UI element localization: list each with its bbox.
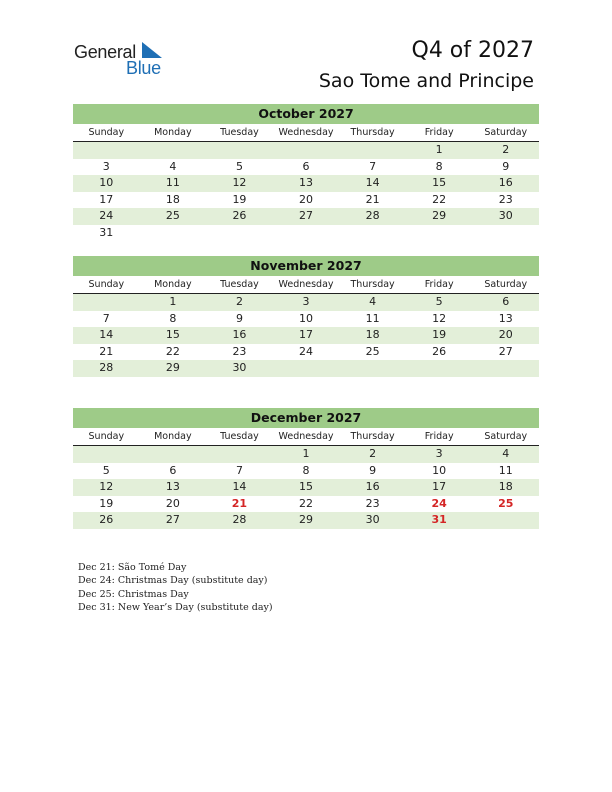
day-cell xyxy=(339,142,406,159)
day-cell: 17 xyxy=(99,192,114,206)
day-cell xyxy=(273,142,340,159)
day-cell: 1 xyxy=(169,295,177,308)
day-cell: 4 xyxy=(502,447,510,460)
day-cell xyxy=(73,294,140,311)
holiday-note: Dec 24: Christmas Day (substitute day) xyxy=(78,575,268,587)
holiday-notes xyxy=(78,561,273,614)
day-cell: 1 xyxy=(435,143,443,156)
month-title: November 2027 xyxy=(73,256,539,276)
day-cell xyxy=(140,446,207,463)
day-cell xyxy=(206,225,273,242)
day-cell: 27 xyxy=(498,344,513,358)
day-cell xyxy=(406,360,473,377)
day-cell: 2 xyxy=(502,143,510,156)
day-cell: 28 xyxy=(365,209,380,222)
day-cell xyxy=(472,360,539,377)
week-row xyxy=(73,294,539,311)
day-cell: 22 xyxy=(299,496,314,510)
day-cell: 9 xyxy=(502,159,510,173)
day-cell: 18 xyxy=(165,192,180,206)
day-cell: 8 xyxy=(435,159,443,173)
day-cell: 2 xyxy=(235,295,243,308)
day-cell: 12 xyxy=(232,176,247,189)
day-cell: 13 xyxy=(165,480,180,493)
weekday-label: Thursday xyxy=(350,127,395,138)
weekday-label: Sunday xyxy=(88,279,125,290)
day-cell: 9 xyxy=(235,311,243,325)
day-cell: 10 xyxy=(432,463,447,477)
logo-text-general: General xyxy=(74,42,136,62)
day-cell: 10 xyxy=(299,311,314,325)
day-cell xyxy=(339,225,406,242)
day-cell: 5 xyxy=(102,463,110,477)
day-cell: 1 xyxy=(302,447,310,460)
month-calendar xyxy=(73,256,539,377)
weekday-label: Sunday xyxy=(88,431,125,442)
day-cell xyxy=(273,360,340,377)
weekday-label: Tuesday xyxy=(220,279,259,290)
month-calendar xyxy=(73,104,539,241)
day-cell: 26 xyxy=(432,344,447,358)
day-cell: 30 xyxy=(365,513,380,526)
day-cell: 21 xyxy=(99,344,114,358)
holiday-day-cell: 25 xyxy=(498,496,514,510)
day-cell: 15 xyxy=(165,328,180,341)
weekday-label: Friday xyxy=(424,279,454,290)
day-cell: 8 xyxy=(169,311,177,325)
weekday-label: Wednesday xyxy=(278,279,334,290)
weekday-label: Saturday xyxy=(484,431,528,442)
weekday-label: Wednesday xyxy=(278,127,334,138)
weekday-label: Wednesday xyxy=(278,431,334,442)
day-cell: 25 xyxy=(365,344,380,358)
day-cell: 28 xyxy=(99,361,114,374)
week-row xyxy=(73,360,539,377)
weekday-label: Monday xyxy=(154,279,192,290)
day-cell: 29 xyxy=(299,513,314,526)
day-cell xyxy=(206,142,273,159)
general-blue-logo xyxy=(74,42,174,78)
day-cell: 6 xyxy=(302,159,310,173)
day-cell: 19 xyxy=(99,496,114,510)
day-cell: 13 xyxy=(299,176,314,189)
day-cell xyxy=(206,446,273,463)
day-cell: 16 xyxy=(232,328,247,341)
day-cell: 27 xyxy=(299,209,314,222)
day-cell: 29 xyxy=(432,209,447,222)
day-cell: 19 xyxy=(232,192,247,206)
day-cell: 10 xyxy=(99,176,114,189)
weekday-label: Thursday xyxy=(350,279,395,290)
day-cell: 7 xyxy=(235,463,243,477)
month-title: December 2027 xyxy=(73,408,539,428)
week-row xyxy=(73,225,539,242)
day-cell xyxy=(140,225,207,242)
day-cell: 30 xyxy=(232,361,247,374)
day-cell: 15 xyxy=(432,176,447,189)
page-title: Q4 of 2027 xyxy=(411,38,534,63)
day-cell: 9 xyxy=(369,463,377,477)
weekday-label: Friday xyxy=(424,431,454,442)
day-cell: 20 xyxy=(498,328,513,341)
day-cell xyxy=(140,142,207,159)
day-cell: 13 xyxy=(498,311,513,325)
day-cell: 6 xyxy=(502,295,510,308)
day-cell: 25 xyxy=(165,209,180,222)
day-cell: 24 xyxy=(299,344,314,358)
day-cell: 22 xyxy=(432,192,447,206)
week-row xyxy=(73,159,539,176)
weekday-label: Saturday xyxy=(484,279,528,290)
day-cell: 6 xyxy=(169,463,177,477)
day-cell: 17 xyxy=(432,480,447,493)
holiday-day-cell: 24 xyxy=(431,496,447,510)
day-cell xyxy=(73,142,140,159)
day-cell: 12 xyxy=(432,311,447,325)
day-cell xyxy=(472,512,539,529)
weekday-label: Saturday xyxy=(484,127,528,138)
week-row xyxy=(73,496,539,513)
week-row xyxy=(73,327,539,344)
day-cell: 23 xyxy=(498,192,513,206)
day-cell: 12 xyxy=(99,480,114,493)
week-row xyxy=(73,479,539,496)
day-cell: 3 xyxy=(435,447,443,460)
logo-text-blue: Blue xyxy=(126,58,161,78)
day-cell: 14 xyxy=(232,480,247,493)
month-calendar xyxy=(73,408,539,529)
holiday-day-cell: 21 xyxy=(231,496,248,510)
day-cell: 23 xyxy=(365,496,380,510)
day-cell: 8 xyxy=(302,463,310,477)
weekday-label: Sunday xyxy=(88,127,125,138)
day-cell: 7 xyxy=(102,311,110,325)
logo-flag-icon xyxy=(142,42,162,58)
day-cell: 20 xyxy=(165,496,180,510)
day-cell: 5 xyxy=(235,159,243,173)
country-subtitle: Sao Tome and Principe xyxy=(318,70,534,92)
week-row xyxy=(73,512,539,529)
week-row xyxy=(73,344,539,361)
day-cell: 11 xyxy=(498,463,513,477)
week-row xyxy=(73,208,539,225)
weekday-label: Monday xyxy=(154,431,192,442)
holiday-note: Dec 25: Christmas Day xyxy=(78,588,189,600)
day-cell: 30 xyxy=(498,209,513,222)
day-cell: 16 xyxy=(365,480,380,493)
week-row xyxy=(73,463,539,480)
weekday-label: Monday xyxy=(154,127,192,138)
day-cell: 17 xyxy=(299,328,314,341)
weekday-label: Tuesday xyxy=(220,431,259,442)
day-cell: 16 xyxy=(498,176,513,189)
day-cell: 14 xyxy=(365,176,380,189)
weekday-header-row xyxy=(73,428,539,446)
day-cell: 28 xyxy=(232,513,247,526)
week-row xyxy=(73,142,539,159)
day-cell: 11 xyxy=(365,311,380,325)
day-cell: 20 xyxy=(299,192,314,206)
day-cell: 18 xyxy=(365,328,380,341)
day-cell xyxy=(273,225,340,242)
week-row xyxy=(73,446,539,463)
day-cell: 31 xyxy=(99,225,114,239)
week-row xyxy=(73,192,539,209)
month-title: October 2027 xyxy=(73,104,539,124)
day-cell: 15 xyxy=(299,480,314,493)
weekday-label: Tuesday xyxy=(220,127,259,138)
holiday-day-cell: 31 xyxy=(431,513,447,526)
day-cell: 27 xyxy=(165,513,180,526)
day-cell: 19 xyxy=(432,328,447,341)
day-cell: 2 xyxy=(369,447,377,460)
holiday-note: Dec 31: New Year’s Day (substitute day) xyxy=(78,601,273,613)
day-cell: 14 xyxy=(99,328,114,341)
day-cell xyxy=(339,360,406,377)
day-cell: 4 xyxy=(169,159,177,173)
day-cell: 26 xyxy=(99,513,114,526)
day-cell: 21 xyxy=(365,192,380,206)
day-cell: 26 xyxy=(232,209,247,222)
day-cell: 11 xyxy=(165,176,180,189)
day-cell: 24 xyxy=(99,209,114,222)
weekday-label: Friday xyxy=(424,127,454,138)
day-cell: 18 xyxy=(498,480,513,493)
day-cell: 7 xyxy=(369,159,377,173)
day-cell xyxy=(472,225,539,242)
week-row xyxy=(73,175,539,192)
day-cell: 4 xyxy=(369,295,377,308)
weekday-label: Thursday xyxy=(350,431,395,442)
day-cell: 22 xyxy=(165,344,180,358)
day-cell: 3 xyxy=(102,159,110,173)
day-cell: 3 xyxy=(302,295,310,308)
day-cell: 29 xyxy=(165,361,180,374)
day-cell: 23 xyxy=(232,344,247,358)
weekday-header-row xyxy=(73,276,539,294)
day-cell: 5 xyxy=(435,295,443,308)
weekday-header-row xyxy=(73,124,539,142)
holiday-note: Dec 21: São Tomé Day xyxy=(78,562,187,573)
day-cell xyxy=(406,225,473,242)
day-cell xyxy=(73,446,140,463)
week-row xyxy=(73,311,539,328)
